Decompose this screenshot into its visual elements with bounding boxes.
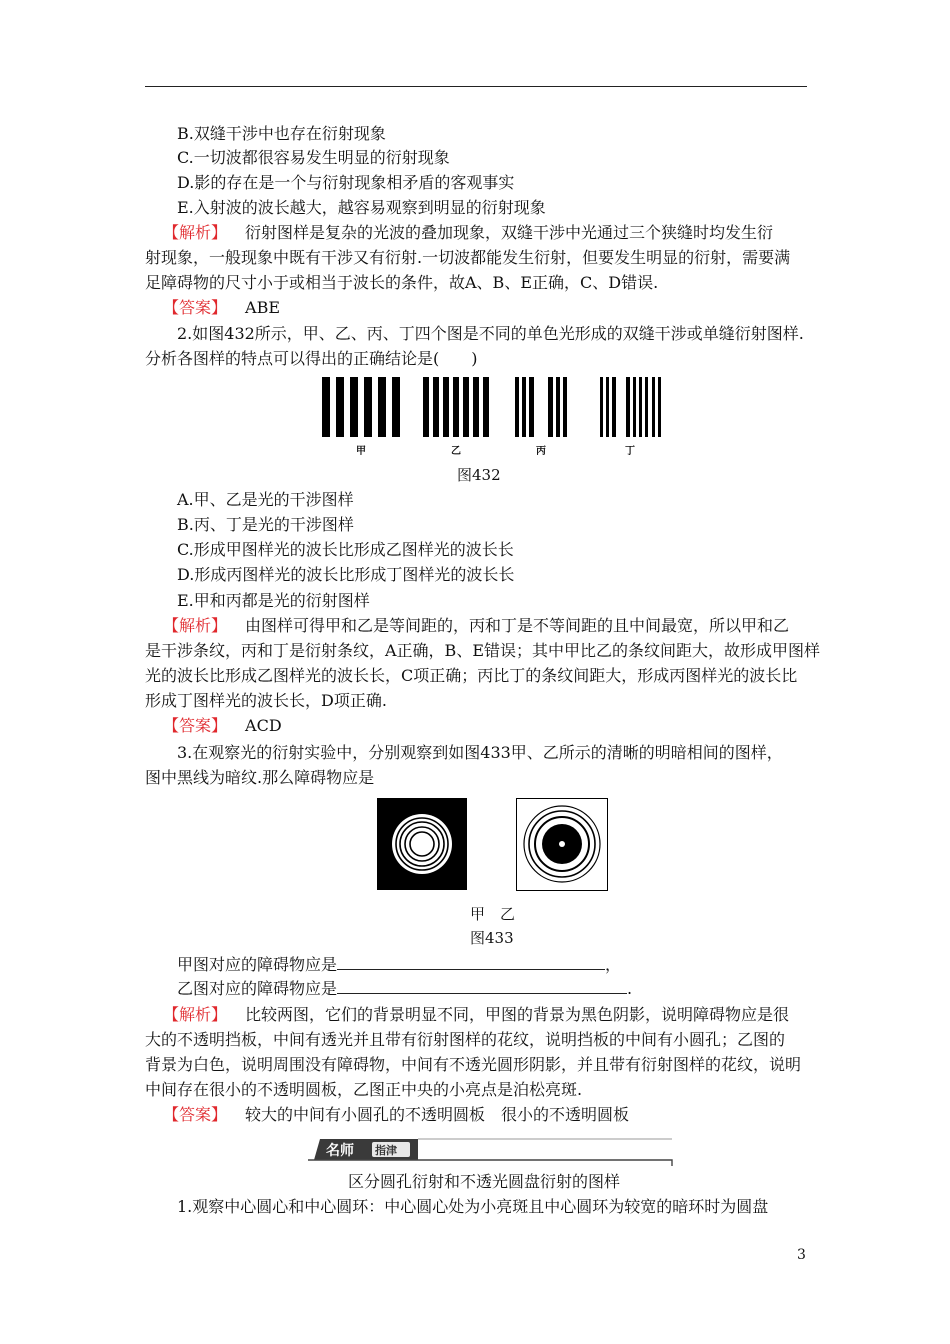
q2-analysis-line3: 光的波长比形成乙图样光的波长长，C项正确；丙比丁的条纹间距大，形成丙图样光的波长比 xyxy=(145,666,798,685)
answer-tag: 【答案】 xyxy=(163,1105,228,1124)
answer-value: ACD xyxy=(245,716,282,735)
fringe-ding-9 xyxy=(658,377,661,437)
analysis-tag: 【解析】 xyxy=(163,223,228,242)
tip-banner xyxy=(306,1136,676,1166)
q2-answer xyxy=(163,716,282,736)
answer-blank-2[interactable] xyxy=(337,979,627,994)
q2-analysis-line2: 是干涉条纹，丙和丁是衍射条纹，A正确，B、E错误；其中甲比乙的条纹间距大，故形成甲图样 xyxy=(145,641,820,660)
fringe-yi-3 xyxy=(443,377,449,437)
figure-433-caption: 图433 xyxy=(470,929,514,947)
fringe-ding-5 xyxy=(633,377,636,437)
q3-blank2-line xyxy=(177,979,632,999)
q3-analysis-line1 xyxy=(163,1005,789,1025)
q1-analysis-line3: 足障碍物的尺寸小于或相当于波长的条件，故A、B、E正确，C、D错误. xyxy=(145,273,659,292)
blank1-suffix: ， xyxy=(605,955,622,974)
fringe-yi-7 xyxy=(483,377,489,437)
q1-option-c: C.一切波都很容易发生明显的衍射现象 xyxy=(177,148,450,167)
tip-badge-2: 指津 xyxy=(375,1144,397,1157)
tip-badge-1: 名师 xyxy=(326,1143,354,1159)
q3-analysis-line4: 中间存在很小的不透明圆板，乙图正中央的小亮点是泊松亮斑. xyxy=(145,1080,583,1099)
page-number: 3 xyxy=(797,1247,806,1263)
figure-433-jia xyxy=(377,798,467,890)
answer-blank-1[interactable] xyxy=(337,955,605,970)
fringe-bing-3 xyxy=(529,377,534,437)
analysis-tag: 【解析】 xyxy=(163,616,228,635)
q3-blank1-line xyxy=(177,955,621,975)
q1-option-e: E.入射波的波长越大，越容易观察到明显的衍射现象 xyxy=(177,198,546,217)
tip-line1: 1.观察中心圆心和中心圆环：中心圆心处为小亮斑且中心圆环为较宽的暗环时为圆盘 xyxy=(177,1197,769,1216)
fringe-bing-5 xyxy=(556,377,560,437)
fringe-ding-7 xyxy=(645,377,648,437)
blank1-prefix: 甲图对应的障碍物应是 xyxy=(177,955,338,974)
fringe-jia-4 xyxy=(364,377,372,437)
q1-answer xyxy=(163,298,280,318)
q2-option-c: C.形成甲图样光的波长比形成乙图样光的波长长 xyxy=(177,540,514,559)
q2-analysis-line4: 形成丁图样光的波长长，D项正确. xyxy=(145,691,387,710)
fringe-yi-2 xyxy=(433,377,439,437)
q1-analysis-line2: 射现象，一般现象中既有干涉又有衍射.一切波都能发生衍射，但要发生明显的衍射，需要满 xyxy=(145,248,791,267)
fringe-jia-1 xyxy=(322,377,330,437)
fringe-yi-1 xyxy=(423,377,429,437)
q1-option-b: B.双缝干涉中也存在衍射现象 xyxy=(177,124,386,143)
label-ding: 丁 xyxy=(625,446,635,457)
q3-answer xyxy=(163,1105,629,1125)
fringe-yi-5 xyxy=(463,377,469,437)
fringe-bing-4 xyxy=(548,377,553,437)
q2-stem-line2: 分析各图样的特点可以得出的正确结论是( ) xyxy=(145,349,478,368)
fringe-ding-3 xyxy=(612,377,616,437)
fringe-ding-1 xyxy=(600,377,603,437)
q3-stem-line1: 3.在观察光的衍射实验中，分别观察到如图433甲、乙所示的清晰的明暗相间的图样， xyxy=(177,743,783,762)
q2-option-d: D.形成丙图样光的波长比形成丁图样光的波长长 xyxy=(177,565,515,584)
tip-title: 区分圆孔衍射和不透光圆盘衍射的图样 xyxy=(348,1172,621,1191)
q3-analysis-line2: 大的不透明挡板，中间有透光并且带有衍射图样的花纹，说明挡板的中间有小圆孔；乙图的 xyxy=(145,1030,786,1049)
fringe-bing-2 xyxy=(522,377,526,437)
figure-432-caption: 图432 xyxy=(457,466,501,484)
figure-433-yi xyxy=(516,798,608,891)
q1-option-d: D.影的存在是一个与衍射现象相矛盾的客观事实 xyxy=(177,173,515,192)
fringe-ding-8 xyxy=(652,377,655,437)
q2-option-b: B.丙、丁是光的干涉图样 xyxy=(177,515,354,534)
q2-option-e: E.甲和丙都是光的衍射图样 xyxy=(177,591,370,610)
header-rule xyxy=(145,86,807,87)
answer-tag: 【答案】 xyxy=(163,298,228,317)
fringe-jia-2 xyxy=(336,377,344,437)
q2-stem-line1: 2.如图432所示，甲、乙、丙、丁四个图是不同的单色光形成的双缝干涉或单缝衍射图样. xyxy=(177,324,804,343)
label-bing: 丙 xyxy=(536,446,546,457)
fringe-jia-3 xyxy=(350,377,358,437)
analysis-text: 衍射图样是复杂的光波的叠加现象，双缝干涉中光通过三个狭缝时均发生衍 xyxy=(245,223,774,242)
label-jia: 甲 xyxy=(356,446,366,457)
fringe-yi-4 xyxy=(453,377,459,437)
answer-value: ABE xyxy=(245,298,281,317)
q3-stem-line2: 图中黑线为暗纹.那么障碍物应是 xyxy=(145,768,375,787)
figure-432 xyxy=(320,375,665,460)
fringe-jia-6 xyxy=(392,377,400,437)
analysis-text: 比较两图，它们的背景明显不同，甲图的背景为黑色阴影，说明障碍物应是很 xyxy=(245,1005,790,1024)
q3-analysis-line3: 背景为白色，说明周围没有障碍物，中间有不透光圆形阴影，并且带有衍射图样的花纹，说明 xyxy=(145,1055,802,1074)
analysis-text: 由图样可得甲和乙是等间距的，丙和丁是不等间距的且中间最宽，所以甲和乙 xyxy=(245,616,790,635)
blank2-suffix: . xyxy=(627,979,633,998)
label-yi: 乙 xyxy=(451,446,461,457)
fringe-bing-6 xyxy=(563,377,567,437)
q1-analysis-line1 xyxy=(163,223,773,243)
q2-analysis-line1 xyxy=(163,616,789,636)
fringe-jia-5 xyxy=(378,377,386,437)
fringe-ding-6 xyxy=(639,377,642,437)
analysis-tag: 【解析】 xyxy=(163,1005,228,1024)
answer-value: 较大的中间有小圆孔的不透明圆板 很小的不透明圆板 xyxy=(245,1105,630,1124)
fringe-ding-4 xyxy=(626,377,630,437)
figure-433-labels: 甲 乙 xyxy=(470,905,516,923)
blank2-prefix: 乙图对应的障碍物应是 xyxy=(177,979,338,998)
answer-tag: 【答案】 xyxy=(163,716,228,735)
q2-option-a: A.甲、乙是光的干涉图样 xyxy=(177,490,354,509)
fringe-yi-6 xyxy=(473,377,479,437)
fringe-ding-2 xyxy=(606,377,609,437)
fringe-bing-1 xyxy=(515,377,519,437)
